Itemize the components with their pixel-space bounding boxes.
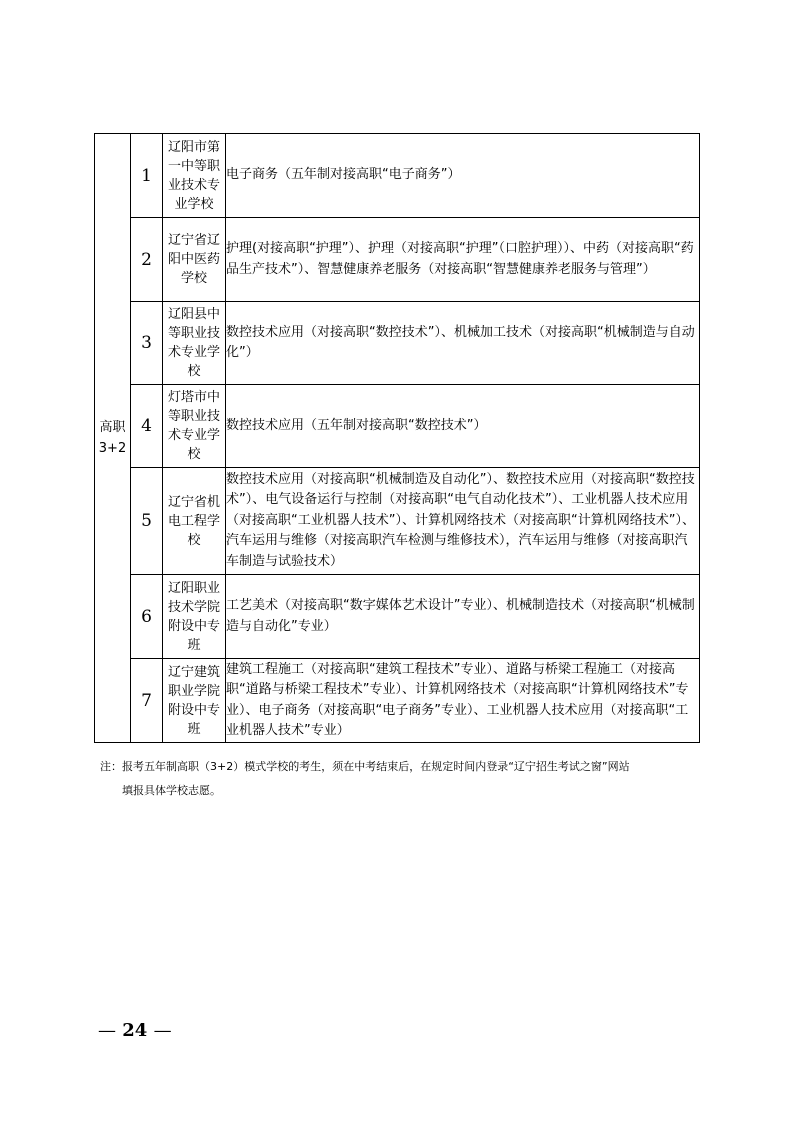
majors-text: 工艺美术（对接高职“数字媒体艺术设计”专业）、机械制造技术（对接高职“机械制造与自动化”专业） — [226, 575, 700, 659]
table-row — [95, 134, 700, 218]
footnote-line: 注：报考五年制高职（3+2）模式学校的考生，须在中考结束后，在规定时间内登录“辽宁招生考试之窗”网站 — [100, 760, 630, 773]
table-footnote — [100, 755, 700, 803]
table-row — [95, 302, 700, 385]
row-number: 6 — [131, 575, 163, 659]
majors-text: 数控技术应用（五年制对接高职“数控技术”） — [226, 385, 700, 468]
row-number: 2 — [131, 218, 163, 302]
school-name: 灯塔市中等职业技术专业学校 — [163, 385, 226, 468]
row-number: 1 — [131, 134, 163, 218]
category-label: 高职 — [99, 420, 126, 435]
school-name: 辽宁省机电工程学校 — [163, 468, 226, 575]
footnote-line: 填报具体学校志愿。 — [122, 784, 221, 797]
page-number-footer — [98, 1020, 172, 1041]
school-name: 辽阳市第一中等职业技术专业学校 — [163, 134, 226, 218]
row-number: 7 — [131, 659, 163, 743]
table-row — [95, 385, 700, 468]
page-number: 24 — [122, 1020, 148, 1041]
table-row — [95, 218, 700, 302]
school-name: 辽阳县中等职业技术专业学校 — [163, 302, 226, 385]
category-sublabel: 3+2 — [98, 441, 127, 456]
school-majors-table — [94, 133, 700, 743]
majors-text: 数控技术应用（对接高职“机械制造及自动化”）、数控技术应用（对接高职“数控技术”）、电气设备运行与控制（对接高职“电气自动化技术”）、工业机器人技术应用（对接高职“工业机器人技术”）、计算机网络技术（对接高职“计算机网络技术”）、汽车运用与维修（对接高职汽车检测与维修技术），汽车运用与维修（对接高职汽车制造与试验技术） — [226, 468, 700, 575]
majors-text: 数控技术应用（对接高职“数控技术”）、机械加工技术（对接高职“机械制造与自动化”） — [226, 302, 700, 385]
page-dash-right: — — [153, 1020, 172, 1041]
table-row — [95, 468, 700, 575]
page-dash-left: — — [98, 1020, 116, 1041]
row-number: 4 — [131, 385, 163, 468]
table-row — [95, 659, 700, 743]
majors-text: 电子商务（五年制对接高职“电子商务”） — [226, 134, 700, 218]
row-number: 5 — [131, 468, 163, 575]
majors-text: 建筑工程施工（对接高职“建筑工程技术”专业）、道路与桥梁工程施工（对接高职“道路与桥梁工程技术”专业）、计算机网络技术（对接高职“计算机网络技术”专业）、电子商务（对接高职“电子商务”专业）、工业机器人技术应用（对接高职“工业机器人技术”专业） — [226, 659, 700, 743]
school-name: 辽宁省辽阳中医药学校 — [163, 218, 226, 302]
school-name: 辽宁建筑职业学院附设中专班 — [163, 659, 226, 743]
majors-text: 护理(对接高职“护理”）、护理（对接高职“护理”（口腔护理））、中药（对接高职“药品生产技术”）、智慧健康养老服务（对接高职“智慧健康养老服务与管理”） — [226, 218, 700, 302]
category-cell — [95, 134, 131, 743]
school-name: 辽阳职业技术学院附设中专班 — [163, 575, 226, 659]
row-number: 3 — [131, 302, 163, 385]
table-row — [95, 575, 700, 659]
